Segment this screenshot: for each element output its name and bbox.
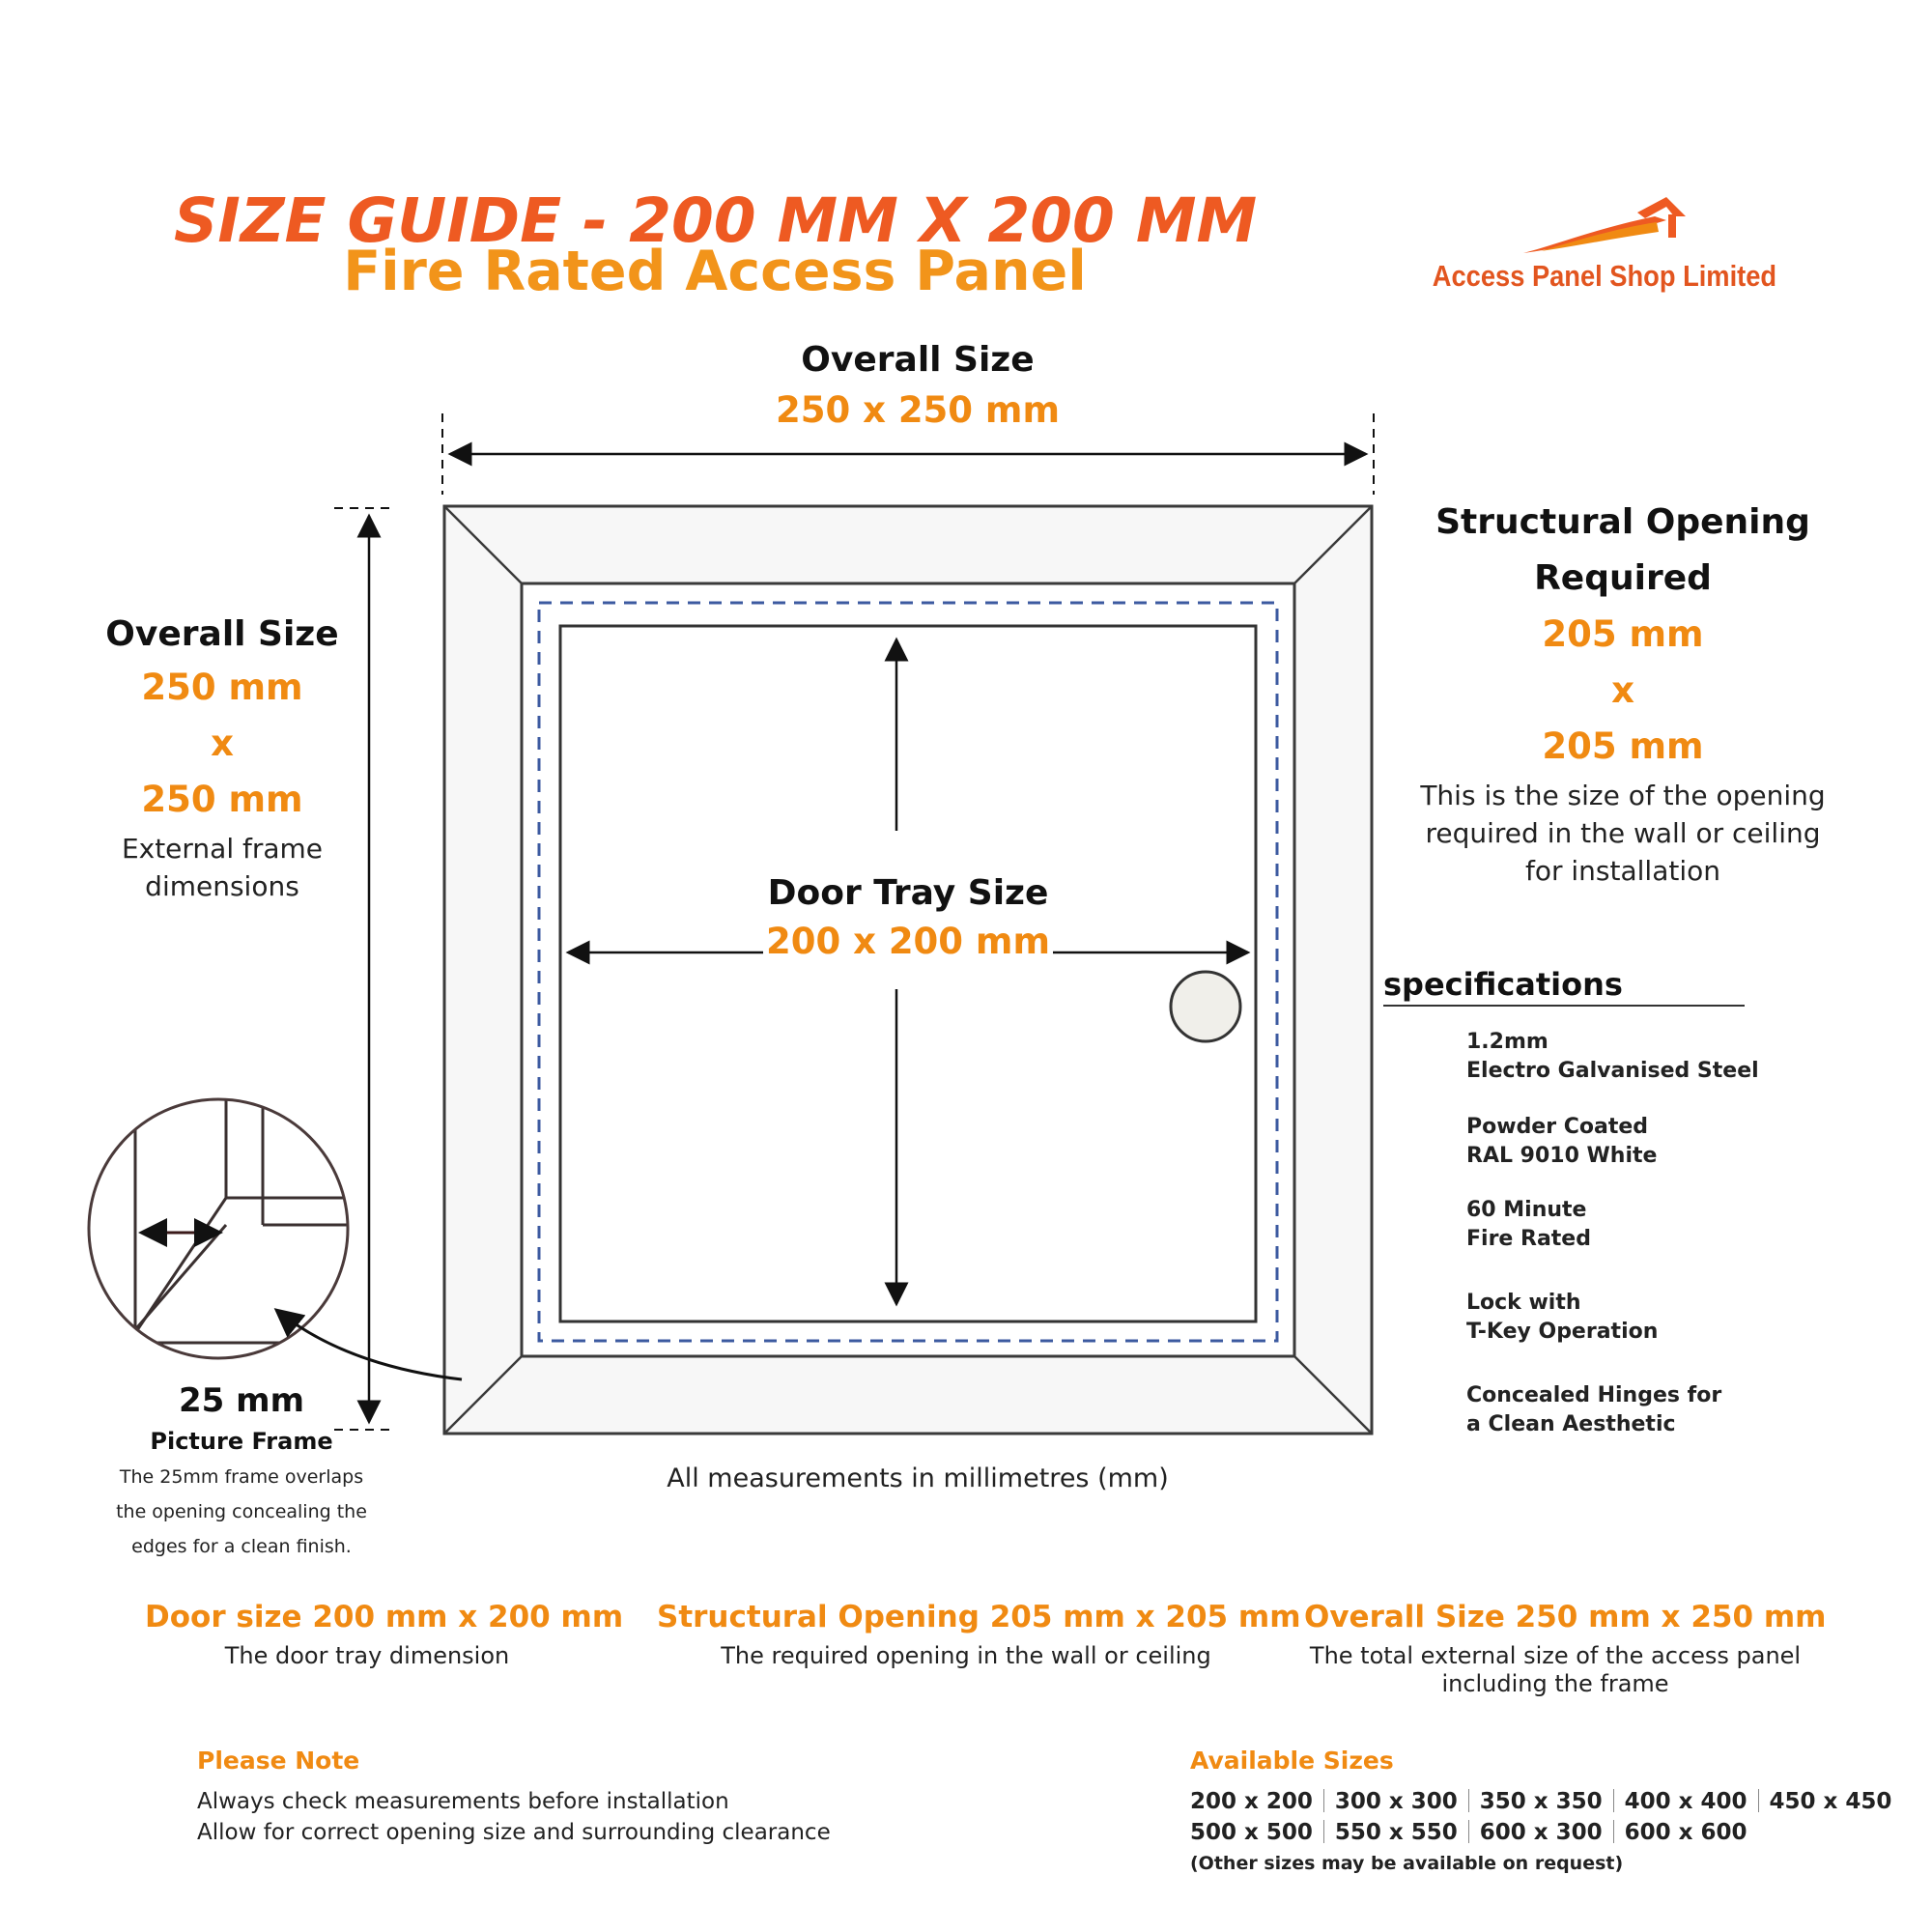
structural-opening-title-1: Structural Opening [1435,502,1810,542]
spec-item-line: Lock with [1466,1291,1581,1315]
specifications-divider [1383,1005,1745,1007]
overall-size-left-desc-2: dimensions [145,870,299,902]
structural-opening-value-2: 205 mm [1542,725,1704,767]
overall-size-left [58,614,386,905]
spec-item [1466,1113,1814,1171]
size-option: 500 x 500 [1190,1820,1313,1845]
spec-item-line: Fire Rated [1466,1227,1591,1251]
overall-size-top [676,340,1159,431]
picture-frame-desc-2: the opening concealing the [116,1501,367,1522]
structural-opening-times: x [1611,669,1634,711]
structural-opening-desc-3: for installation [1524,855,1720,887]
summary-title: Structural Opening 205 mm x 205 mm [657,1600,1301,1634]
panel-frame [444,506,1372,1434]
summary-desc: The door tray dimension [224,1642,510,1669]
picture-frame-block [97,1381,386,1559]
summary-desc: including the frame [1441,1670,1669,1697]
summary-door-size [145,1600,624,1670]
spec-item-line: 1.2mm [1466,1030,1548,1054]
spec-item-line: T-Key Operation [1466,1320,1659,1344]
size-option: 300 x 300 [1334,1789,1458,1814]
spec-item-line: Electro Galvanised Steel [1466,1059,1759,1083]
structural-opening-value-1: 205 mm [1542,613,1704,655]
overall-size-left-value-1: 250 mm [141,667,303,708]
available-sizes-heading: Available Sizes [1190,1747,1394,1775]
spec-item-line: 60 Minute [1466,1198,1587,1222]
overall-size-title: Overall Size [801,340,1035,380]
summary-title: Door size 200 mm x 200 mm [145,1600,624,1634]
size-option: 400 x 400 [1624,1789,1747,1814]
size-option: 200 x 200 [1190,1789,1313,1814]
summary-desc: The total external size of the access panel [1309,1642,1802,1669]
spec-item [1466,1196,1814,1254]
brand-name: Access Panel Shop Limited [1432,259,1777,293]
overall-size-left-desc-1: External frame [121,833,324,865]
spec-item [1466,1028,1814,1086]
summary-overall-size [1304,1600,1827,1698]
structural-opening-title-2: Required [1534,558,1712,598]
spec-item-line: Powder Coated [1466,1115,1649,1139]
picture-frame-desc-3: edges for a clean finish. [131,1536,352,1557]
picture-frame-size: 25 mm [178,1381,304,1420]
spec-item-line: Concealed Hinges for [1466,1383,1722,1407]
units-note: All measurements in millimetres (mm) [667,1463,1169,1493]
overall-size-left-times: x [211,723,234,764]
available-sizes-row [1190,1789,1891,1814]
overall-size-left-title: Overall Size [105,614,339,654]
please-note-heading: Please Note [197,1747,360,1775]
structural-opening-block [1372,495,1874,890]
spec-item [1466,1289,1814,1347]
size-option: 550 x 550 [1334,1820,1458,1845]
overall-size-left-value-2: 250 mm [141,779,303,820]
spec-item-line: a Clean Aesthetic [1466,1412,1676,1436]
door-tray-title: Door Tray Size [763,873,1053,913]
lock-icon [1171,972,1240,1041]
size-option: 600 x 300 [1479,1820,1603,1845]
picture-frame-desc-1: The 25mm frame overlaps [119,1466,364,1488]
please-note-line: Always check measurements before installation [197,1789,729,1814]
available-sizes-row [1190,1820,1747,1845]
page-subtitle: Fire Rated Access Panel [343,240,1087,303]
door-tray-value: 200 x 200 mm [763,921,1053,962]
structural-opening-desc-2: required in the wall or ceiling [1425,817,1821,849]
page-title: SIZE GUIDE - 200 MM X 200 MM [174,185,1258,256]
spec-item-line: RAL 9010 White [1466,1144,1658,1168]
size-option: 350 x 350 [1479,1789,1603,1814]
specifications-heading: specifications [1383,966,1623,1003]
spec-item [1466,1381,1814,1439]
structural-opening-desc-1: This is the size of the opening [1420,780,1826,811]
please-note-line: Allow for correct opening size and surrounding clearance [197,1820,831,1845]
picture-frame-title: Picture Frame [150,1428,333,1455]
door-tray-block [763,873,1053,962]
summary-title: Overall Size 250 mm x 250 mm [1304,1600,1827,1634]
size-option: 450 x 450 [1769,1789,1892,1814]
summary-desc: The required opening in the wall or ceiling [721,1642,1211,1669]
overall-size-value: 250 x 250 mm [775,389,1061,431]
picture-frame-detail [89,1082,462,1379]
summary-structural-opening [657,1600,1301,1670]
size-option: 600 x 600 [1624,1820,1747,1845]
available-sizes-footnote: (Other sizes may be available on request) [1190,1853,1624,1874]
